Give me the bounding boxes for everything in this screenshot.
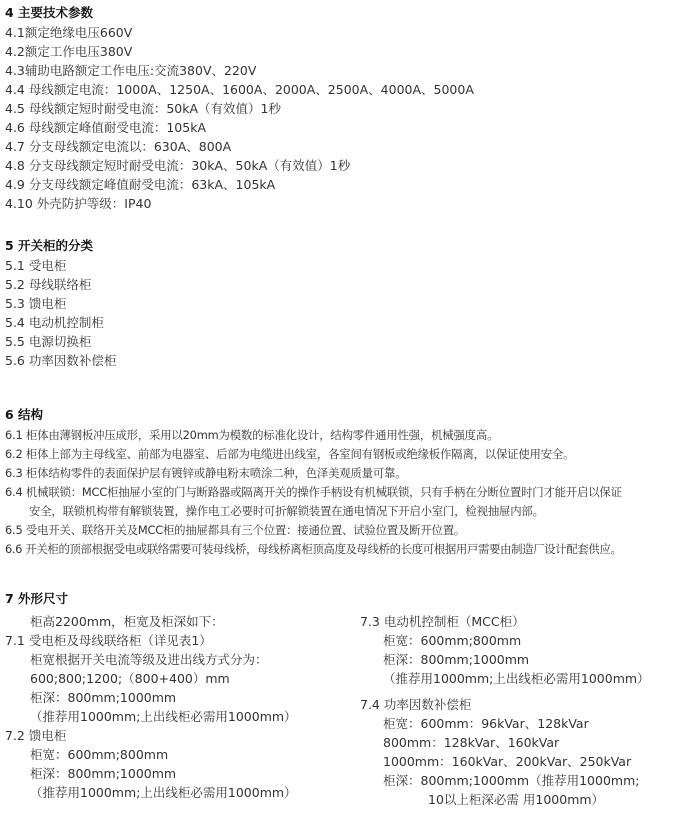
dimension-note: （推荐用1000mm;上出线柜必需用1000mm） [30,709,297,724]
structure-item: 6.5 受电开关、联络开关及MCC柜的抽屉都具有三个位置：接通位置、试验位置及断开位置。 [5,523,466,537]
dimension-line: 柜深：800mm;1000mm（推荐用1000mm; [383,773,640,788]
structure-item: 6.6 开关柜的顶部根据受电或联络需要可装母线桥，母线桥离柜顶高度及母线桥的长度可根据用戸需要由制造厂设计配套供应。 [5,542,622,556]
dimension-line: 柜深：800mm;1000mm [383,652,530,667]
section-7-heading: 7 外形尺寸 [5,591,69,606]
spec-item: 4.1额定绝缘电压660V [5,25,133,40]
section-6-heading: 6 结构 [5,407,44,422]
spec-item: 4.2额定工作电压380V [5,44,133,59]
spec-item: 4.10 外壳防护等级：IP40 [5,196,152,211]
dimension-line: 600;800;1200;（800+400）mm [30,671,230,686]
spec-item: 4.7 分支母线额定电流以：630A、800A [5,139,232,154]
dimension-line: 柜宽：600mm：96kVar、128kVar [383,716,589,731]
structure-item: 6.3 柜体结构零件的表面保护层有镀锌或静电粉末喷涂二种，色泽美观质量可靠。 [5,466,407,480]
dimension-subheading: 7.4 功率因数补偿柜 [360,697,472,712]
dimension-line: 柜深：800mm;1000mm [30,766,177,781]
category-item: 5.5 电源切换柜 [5,334,92,349]
structure-item: 6.4 机械联锁：MCC柜抽屉小室的门与断路器或隔离开关的操作手柄设有机械联锁，只有手柄在分断位置时门才能开启以保证 [5,485,622,499]
spec-item: 4.9 分支母线额定峰值耐受电流：63kA、105kA [5,177,276,192]
section-4-heading: 4 主要技术参数 [5,5,94,20]
spec-item: 4.3辅助电路额定工作电压:交流380V、220V [5,63,257,78]
category-item: 5.4 电动机控制柜 [5,315,104,330]
dimension-subheading: 7.2 馈电柜 [5,728,67,743]
spec-item: 4.5 母线额定短时耐受电流：50kA（有效值）1秒 [5,101,282,116]
dimension-note: （推荐用1000mm;上出线柜必需用1000mm） [383,671,650,686]
dimension-line: 1000mm：160kVar、200kVar、250kVar [383,754,632,769]
dimension-line: 柜高2200mm，柜宽及柜深如下： [30,614,224,629]
section-5-heading: 5 开关柜的分类 [5,238,94,253]
structure-item: 6.1 柜体由薄钢板冲压成形，采用以20mm为模数的标准化设计，结构零件通用性强，机械强度高。 [5,428,499,442]
dimension-line: 柜宽：600mm;800mm [30,747,169,762]
structure-item-continuation: 安全，联锁机构带有解锁装置，操作电工必要时可折解锁装置在通电情况下开启小室门，检视抽屉内部。 [29,504,544,518]
dimension-subheading: 7.3 电动机控制柜（MCC柜） [360,614,525,629]
dimension-note: （推荐用1000mm;上出线柜必需用1000mm） [30,785,297,800]
dimension-line: 柜宽：600mm;800mm [383,633,522,648]
category-item: 5.2 母线联络柜 [5,277,92,292]
dimension-note: 10以上柜深必需 用1000mm） [428,792,605,807]
spec-item: 4.6 母线额定峰值耐受电流：105kA [5,120,207,135]
category-item: 5.3 馈电柜 [5,296,67,311]
category-item: 5.6 功率因数补偿柜 [5,353,117,368]
category-item: 5.1 受电柜 [5,258,67,273]
dimension-line: 800mm：128kVar、160kVar [383,735,560,750]
spec-item: 4.8 分支母线额定短时耐受电流：30kA、50kA（有效值）1秒 [5,158,351,173]
structure-item: 6.2 柜体上部为主母线室、前部为电器室、后部为电缆进出线室，各室间有钢板或绝缘板作隔离，以保证使用安全。 [5,447,575,461]
dimension-line: 柜深：800mm;1000mm [30,690,177,705]
dimension-line: 柜宽根据开关电流等级及进出线方式分为： [30,652,268,667]
spec-item: 4.4 母线额定电流：1000A、1250A、1600A、2000A、2500A、4000A、5000A [5,82,474,97]
dimension-subheading: 7.1 受电柜及母线联络柜（详见表1） [5,633,212,648]
